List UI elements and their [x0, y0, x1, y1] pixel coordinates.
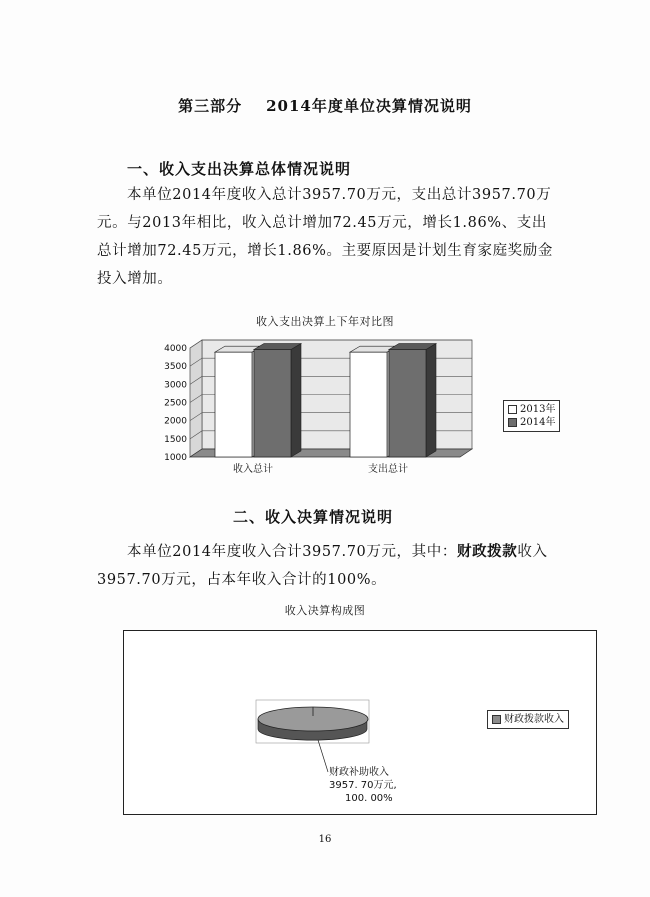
pie-annotation-line2: 3957. 70万元, — [329, 780, 397, 791]
y-tick-label: 4000 — [164, 344, 187, 354]
bar — [389, 350, 426, 457]
legend-item-2014: 2014年 — [508, 416, 555, 429]
section2-text-end: 收入3957.70万元，占本年收入合计的100%。 — [97, 544, 548, 588]
y-tick-label: 1000 — [164, 453, 187, 463]
y-tick-label: 1500 — [164, 434, 187, 445]
section1-paragraph — [97, 181, 555, 293]
legend-swatch-pie — [492, 715, 501, 724]
title-part: 第三部分 — [178, 97, 243, 115]
y-tick-label: 2000 — [164, 416, 187, 427]
bar-side — [291, 344, 301, 457]
page-number: 16 — [318, 834, 332, 845]
bar — [350, 352, 387, 457]
title-year: 2014 — [266, 97, 312, 115]
y-tick-label: 3000 — [164, 380, 187, 391]
y-tick-label: 2500 — [164, 398, 187, 409]
section1-text: 本单位2014年度收入总计3957.70万元，支出总计3957.70万元。与2013年相比，收入总计增加72.45万元，增长1.86%、支出总计增加72.45万元，增长1.86%。主要原因是计划生育家庭奖励金投入增加。 — [97, 187, 553, 287]
page-title — [0, 95, 650, 116]
section2-text-plain: 本单位2014年度收入合计3957.70万元，其中： — [127, 544, 457, 560]
y-axis-ticks — [164, 344, 187, 463]
section2-heading: 二、收入决算情况说明 — [233, 508, 394, 526]
section1-heading: 一、收入支出决算总体情况说明 — [127, 160, 352, 178]
section2-text-bold: 财政拨款 — [456, 543, 518, 560]
chart1-title: 收入支出决算上下年对比图 — [256, 315, 394, 328]
legend-swatch-white — [508, 405, 517, 414]
chart1-legend — [503, 400, 560, 432]
legend-item-2013: 2013年 — [508, 403, 555, 416]
pie-annotation-line3: 100. 00% — [345, 793, 393, 804]
chart2-title: 收入决算构成图 — [284, 604, 366, 617]
legend-item-fiscal: 财政拨款收入 — [492, 713, 564, 726]
bar-chart — [150, 336, 550, 484]
legend-swatch-gray — [508, 418, 517, 427]
chart2-legend — [487, 710, 569, 729]
y-tick-label: 3500 — [164, 362, 187, 373]
x-axis-ticks — [233, 462, 408, 475]
pie-annotation-line1: 财政补助收入 — [329, 767, 389, 778]
bar — [254, 350, 291, 457]
title-text: 年度单位决算情况说明 — [311, 97, 472, 115]
x-tick-label: 支出总计 — [368, 464, 408, 475]
bar-side — [426, 344, 436, 457]
x-tick-label: 收入总计 — [233, 464, 273, 475]
bar — [215, 352, 252, 457]
section2-paragraph — [97, 538, 555, 594]
